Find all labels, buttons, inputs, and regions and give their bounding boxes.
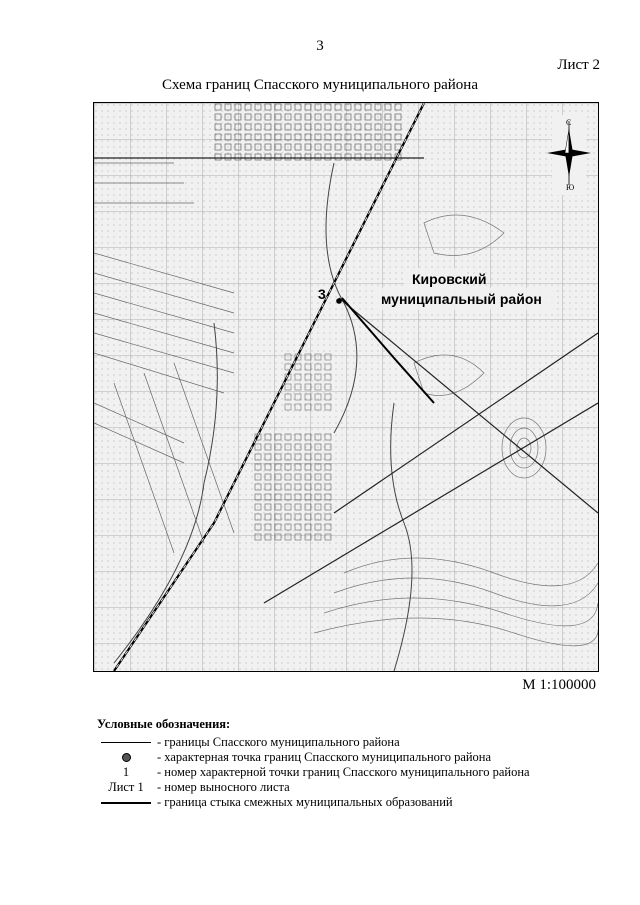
legend-item: - граница стыка смежных муниципальных образований — [97, 795, 567, 810]
page-number: 3 — [316, 38, 324, 54]
border-line-symbol — [101, 742, 151, 743]
legend-item: 1 - номер характерной точки границ Спасского муниципального района — [122, 765, 530, 779]
compass-north: С — [566, 118, 572, 127]
topographic-map — [94, 103, 598, 671]
compass-rose-icon — [547, 115, 591, 195]
legend — [97, 717, 567, 810]
sheet-label: Лист 2 — [557, 57, 600, 73]
legend-title: Условные обозначения: — [97, 717, 231, 731]
region-label-line2: муниципальный район — [381, 291, 542, 307]
page-title: Схема границ Спасского муниципального района — [162, 77, 478, 93]
legend-item: Лист 1 - номер выносного листа — [108, 780, 290, 794]
junction-line-symbol — [101, 802, 151, 804]
legend-item: - границы Спасского муниципального района — [97, 735, 567, 750]
map-scale: М 1:100000 — [522, 677, 596, 693]
city-blocks-south — [254, 433, 334, 543]
legend-item: - характерная точка границ Спасского муниципального района — [97, 750, 567, 765]
point-number-label: 3 — [318, 286, 326, 302]
map-frame — [93, 102, 599, 672]
compass-south: Ю — [566, 183, 575, 192]
region-label-line1: Кировский — [412, 271, 487, 287]
city-blocks-north — [214, 103, 404, 163]
boundary-point-3 — [336, 298, 342, 304]
point-dot-symbol — [122, 753, 131, 762]
